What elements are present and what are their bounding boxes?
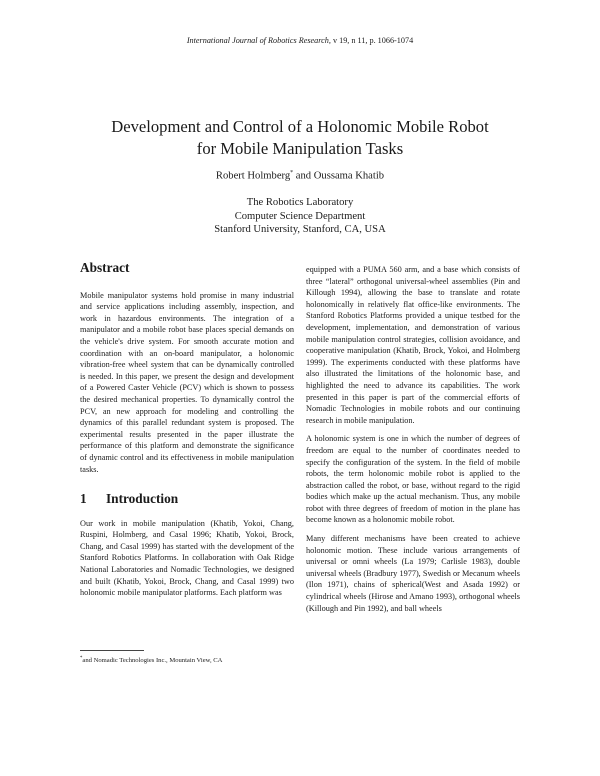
section-title: Introduction bbox=[106, 491, 179, 507]
right-paragraph-2: A holonomic system is one in which the number of degrees of freedom are equal to the number of coordinates needed to specify the configuration of the system. In the field of mobile robots, the term holonomic mobile robot is applied to the abstraction called the robot, or base, without regard to the rigid bodies which make up the actual mechanism. Thus, any mobile robot with three degrees of freedom of motion in the plane has become known as a holonomic mobile robot. bbox=[306, 434, 520, 525]
author-1: Robert Holmberg bbox=[215, 170, 291, 182]
abstract-text: Mobile manipulator systems hold promise in many industrial and service applications including assembly, inspection, and work in hazardous environments. The integration of a manipulator and a mobile robot base places special demands on the vehicle's drive system. For smooth accurate motion and coordination with an on-board manipulator, a holonomic vibration-free wheel system that can be dynamically controlled is needed. In this paper, we present the design and development of a Powered Caster Vehicle (PCV) which is shown to possess the desired mechanical properties. To dynamically control the PCV, an new approach for modeling and controlling the dynamics of this parallel redundant system is proposed. The experimental results presented in the paper illustrate the performance of this platform and demonstrate the significance of dynamic control and its effectiveness in mobile manipulation tasks. bbox=[80, 290, 294, 474]
left-column bbox=[80, 262, 294, 606]
paper-title bbox=[0, 116, 600, 160]
title-line-2: for Mobile Manipulation Tasks bbox=[196, 139, 404, 158]
affiliation-univ: Stanford University, Stanford, CA, USA bbox=[214, 224, 386, 236]
footnote-rule bbox=[80, 650, 144, 651]
affiliation bbox=[0, 196, 600, 237]
journal-name: International Journal of Robotics Research, bbox=[186, 36, 331, 45]
section-heading bbox=[80, 493, 294, 505]
affiliation-dept: Computer Science Department bbox=[234, 210, 366, 222]
affiliation-lab: The Robotics Laboratory bbox=[246, 197, 354, 208]
author-conjunction: and bbox=[293, 170, 314, 182]
intro-paragraph-1: Our work in mobile manipulation (Khatib, Yokoi, Chang, Ruspini, Holmberg, and Casal 1996; Khatib, Yokoi, Brock, Chang, and Casal 1999) has started with the development of the Stanford Robotics Platforms. In collaboration with Oak Ridge National Laboratories and Nomadic Technologies, we designed and built (Khatib, Yokoi, Brock, Chang, and Casal 1999) two holonomic mobile manipulator platforms. Each platform was bbox=[80, 518, 294, 598]
right-column bbox=[306, 264, 520, 621]
author-list bbox=[0, 170, 600, 182]
running-header bbox=[0, 36, 600, 45]
footnote-marker: * bbox=[290, 170, 294, 176]
abstract-heading: Abstract bbox=[80, 260, 130, 275]
footnote-mark: * bbox=[80, 656, 83, 661]
right-paragraph-1: equipped with a PUMA 560 arm, and a base which consists of three “lateral” orthogonal universal-wheel assemblies (Pin and Killough 1994), allowing the base to translate and rotate holonomically in relatively flat office-like environments. The Stanford Robotics Platforms provided a unique testbed for the development, implementation, and demonstration of various mobile manipulation control strategies, collision avoidance, and cooperative manipulation (Khatib, Brock, Yokoi, and Holmberg 1999). The experiments conducted with these platforms have also illustrated the limitations of the holonomic base, and highlighted the need to advance its capabilities. The work presented in this paper is part of the commercial efforts of Nomadic Technologies in mobile robots and our continuing research in mobile manipulation. bbox=[306, 265, 520, 425]
journal-citation: v 19, n 11, p. 1066-1074 bbox=[330, 36, 414, 45]
footnote bbox=[80, 655, 294, 665]
author-2: Oussama Khatib bbox=[313, 170, 385, 182]
title-line-1: Development and Control of a Holonomic Mobile Robot bbox=[111, 117, 489, 136]
right-paragraph-3: Many different mechanisms have been created to achieve holonomic motion. These include various arrangements of universal or omni wheels (La 1979; Carlisle 1983), double universal wheels (Bradbury 1977), Swedish or Mecanum wheels (Ilon 1971), chains of spherical(West and Asada 1992) or cylindrical wheels (Hirose and Amano 1993), orthogonal wheels (Killough and Pin 1992), and ball wheels bbox=[306, 534, 520, 613]
footnote-text: and Nomadic Technologies Inc., Mountain View, CA bbox=[82, 657, 223, 665]
section-number: 1 bbox=[80, 491, 87, 507]
